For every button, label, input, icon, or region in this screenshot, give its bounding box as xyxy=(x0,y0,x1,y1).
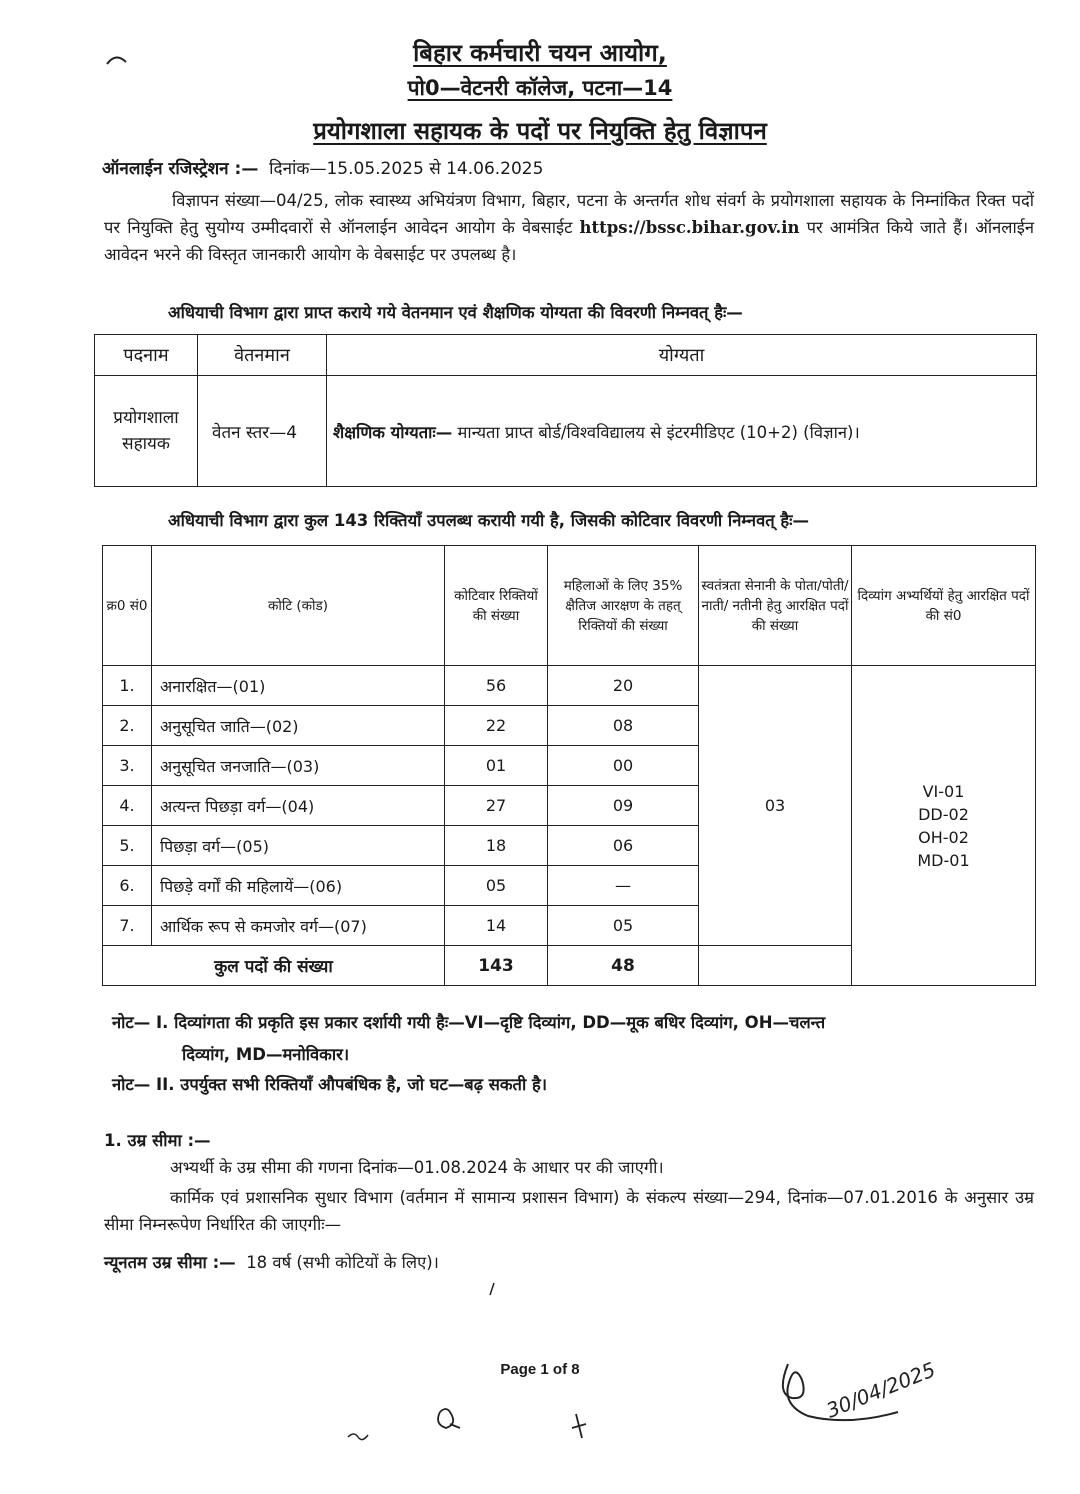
signature xyxy=(770,1356,970,1446)
qualification-heading: अधियाची विभाग द्वारा प्राप्त कराये गये वेतनमान एवं शैक्षणिक योग्यता की विवरणी निम्नवत् हैः— xyxy=(168,303,743,322)
age-limit-heading: 1. उम्र सीमा :— xyxy=(104,1131,211,1150)
post-name: प्रयोगशाला सहायक xyxy=(95,376,198,487)
table-row: 2. अनुसूचित जाति—(02) 22 08 xyxy=(103,706,1036,746)
note-1-continued: दिव्यांग, MD—मनोविकार। xyxy=(182,1045,350,1064)
age-calculation-text: अभ्यर्थी के उम्र सीमा की गणना दिनांक—01.08.2024 के आधार पर की जाएगी। xyxy=(170,1158,664,1177)
col-serial: क्र0 सं0 xyxy=(103,546,152,666)
page-number: Page 1 of 8 xyxy=(500,1361,580,1378)
col-total: कोटिवार रिक्तियों की संख्या xyxy=(445,546,548,666)
col-women: महिलाओं के लिए 35% क्षैतिज आरक्षण के तहत् रिक्तियों की संख्या xyxy=(548,546,699,666)
table-row: 5. पिछड़ा वर्ग—(05) 18 06 xyxy=(103,826,1036,866)
qualification-text: शैक्षणिक योग्यताः— मान्यता प्राप्त बोर्ड/विश्वविद्यालय से इंटरमीडिएट (10+2) (विज्ञान)। xyxy=(327,376,1037,487)
col-qualification: योग्यता xyxy=(327,335,1037,376)
total-label: कुल पदों की संख्या xyxy=(103,946,445,986)
freedom-fighter-count: 03 xyxy=(699,666,852,946)
col-freedom-fighter: स्वतंत्रता सेनानी के पोता/पोती/नाती/ नतीनी हेतु आरक्षित पदों की संख्या xyxy=(699,546,852,666)
table-row: 7. आर्थिक रूप से कमजोर वर्ग—(07) 14 05 xyxy=(103,906,1036,946)
total-women: 48 xyxy=(548,946,699,986)
signature-date: 30/04/2025 xyxy=(822,1357,939,1423)
website-link[interactable]: https://bssc.bihar.gov.in xyxy=(579,218,800,237)
table-row: 1. अनारक्षित—(01) 56 20 03 VI-01 DD-02 OH-02 MD-01 xyxy=(103,666,1036,706)
vacancy-heading: अधियाची विभाग द्वारा कुल 143 रिक्तियाँ उपलब्ध करायी गयी है, जिसकी कोटिवार विवरणी निम्नवत् हैः— xyxy=(168,511,809,530)
pay-level: वेतन स्तर—4 xyxy=(198,376,327,487)
table-row: 4. अत्यन्त पिछड़ा वर्ग—(04) 27 09 xyxy=(103,786,1036,826)
intro-paragraph: विज्ञापन संख्या—04/25, लोक स्वास्थ्य अभियंत्रण विभाग, बिहार, पटना के अन्तर्गत शोध संवर्ग के प्रयोगशाला सहायक के निम्नांकित रिक्त पदों पर नियुक्ति हेतु सुयोग्य उम्मीदवारों से ऑनलाईन आवेदन आयोग के वेबसाईट https://bssc.bihar.gov.in पर आमंत्रित किये जाते हैं। ऑनलाईन आवेदन भरने की विस्तृत जानकारी आयोग के वेबसाईट पर उपलब्ध है। xyxy=(104,191,1034,264)
col-category: कोटि (कोड) xyxy=(152,546,445,666)
col-post: पदनाम xyxy=(95,335,198,376)
total-vacancies: 143 xyxy=(445,946,548,986)
commission-address: पो0—वेटनरी कॉलेज, पटना—14 xyxy=(407,76,673,100)
minimum-age: न्यूनतम उम्र सीमा :— 18 वर्ष (सभी कोटियों के लिए)। xyxy=(104,1253,439,1272)
commission-name: बिहार कर्मचारी चयन आयोग, xyxy=(413,39,667,67)
col-divyang: दिव्यांग अभ्यर्थियों हेतु आरक्षित पदों की सं0 xyxy=(852,546,1036,666)
registration-label: ऑनलाईन रजिस्ट्रेशन :— xyxy=(102,159,259,179)
age-rule-text: कार्मिक एवं प्रशासनिक सुधार विभाग (वर्तमान में सामान्य प्रशासन विभाग) के संकल्प संख्या—294, दिनांक—07.01.2016 के अनुसार उम्र सीमा निम्नरूपेण निर्धारित की जाएगीः— xyxy=(104,1188,1034,1234)
registration-date-range: दिनांक—15.05.2025 से 14.06.2025 xyxy=(269,159,544,179)
note-1: नोट— I. दिव्यांगता की प्रकृति इस प्रकार दर्शायी गयी हैः—VI—दृष्टि दिव्यांग, DD—मूक बधिर दिव्यांग, OH—चलन्त xyxy=(112,1013,826,1032)
note-2: नोट— II. उपर्युक्त सभी रिक्तियाँ औपबंधिक है, जो घट—बढ़ सकती है। xyxy=(112,1075,547,1094)
table-row: 3. अनुसूचित जनजाति—(03) 01 00 xyxy=(103,746,1036,786)
table-row: 6. पिछड़े वर्गों की महिलायें—(06) 05 — xyxy=(103,866,1036,906)
divyang-breakdown: VI-01 DD-02 OH-02 MD-01 xyxy=(852,666,1036,986)
advertisement-title: प्रयोगशाला सहायक के पदों पर नियुक्ति हेतु विज्ञापन xyxy=(313,117,767,145)
col-pay: वेतनमान xyxy=(198,335,327,376)
